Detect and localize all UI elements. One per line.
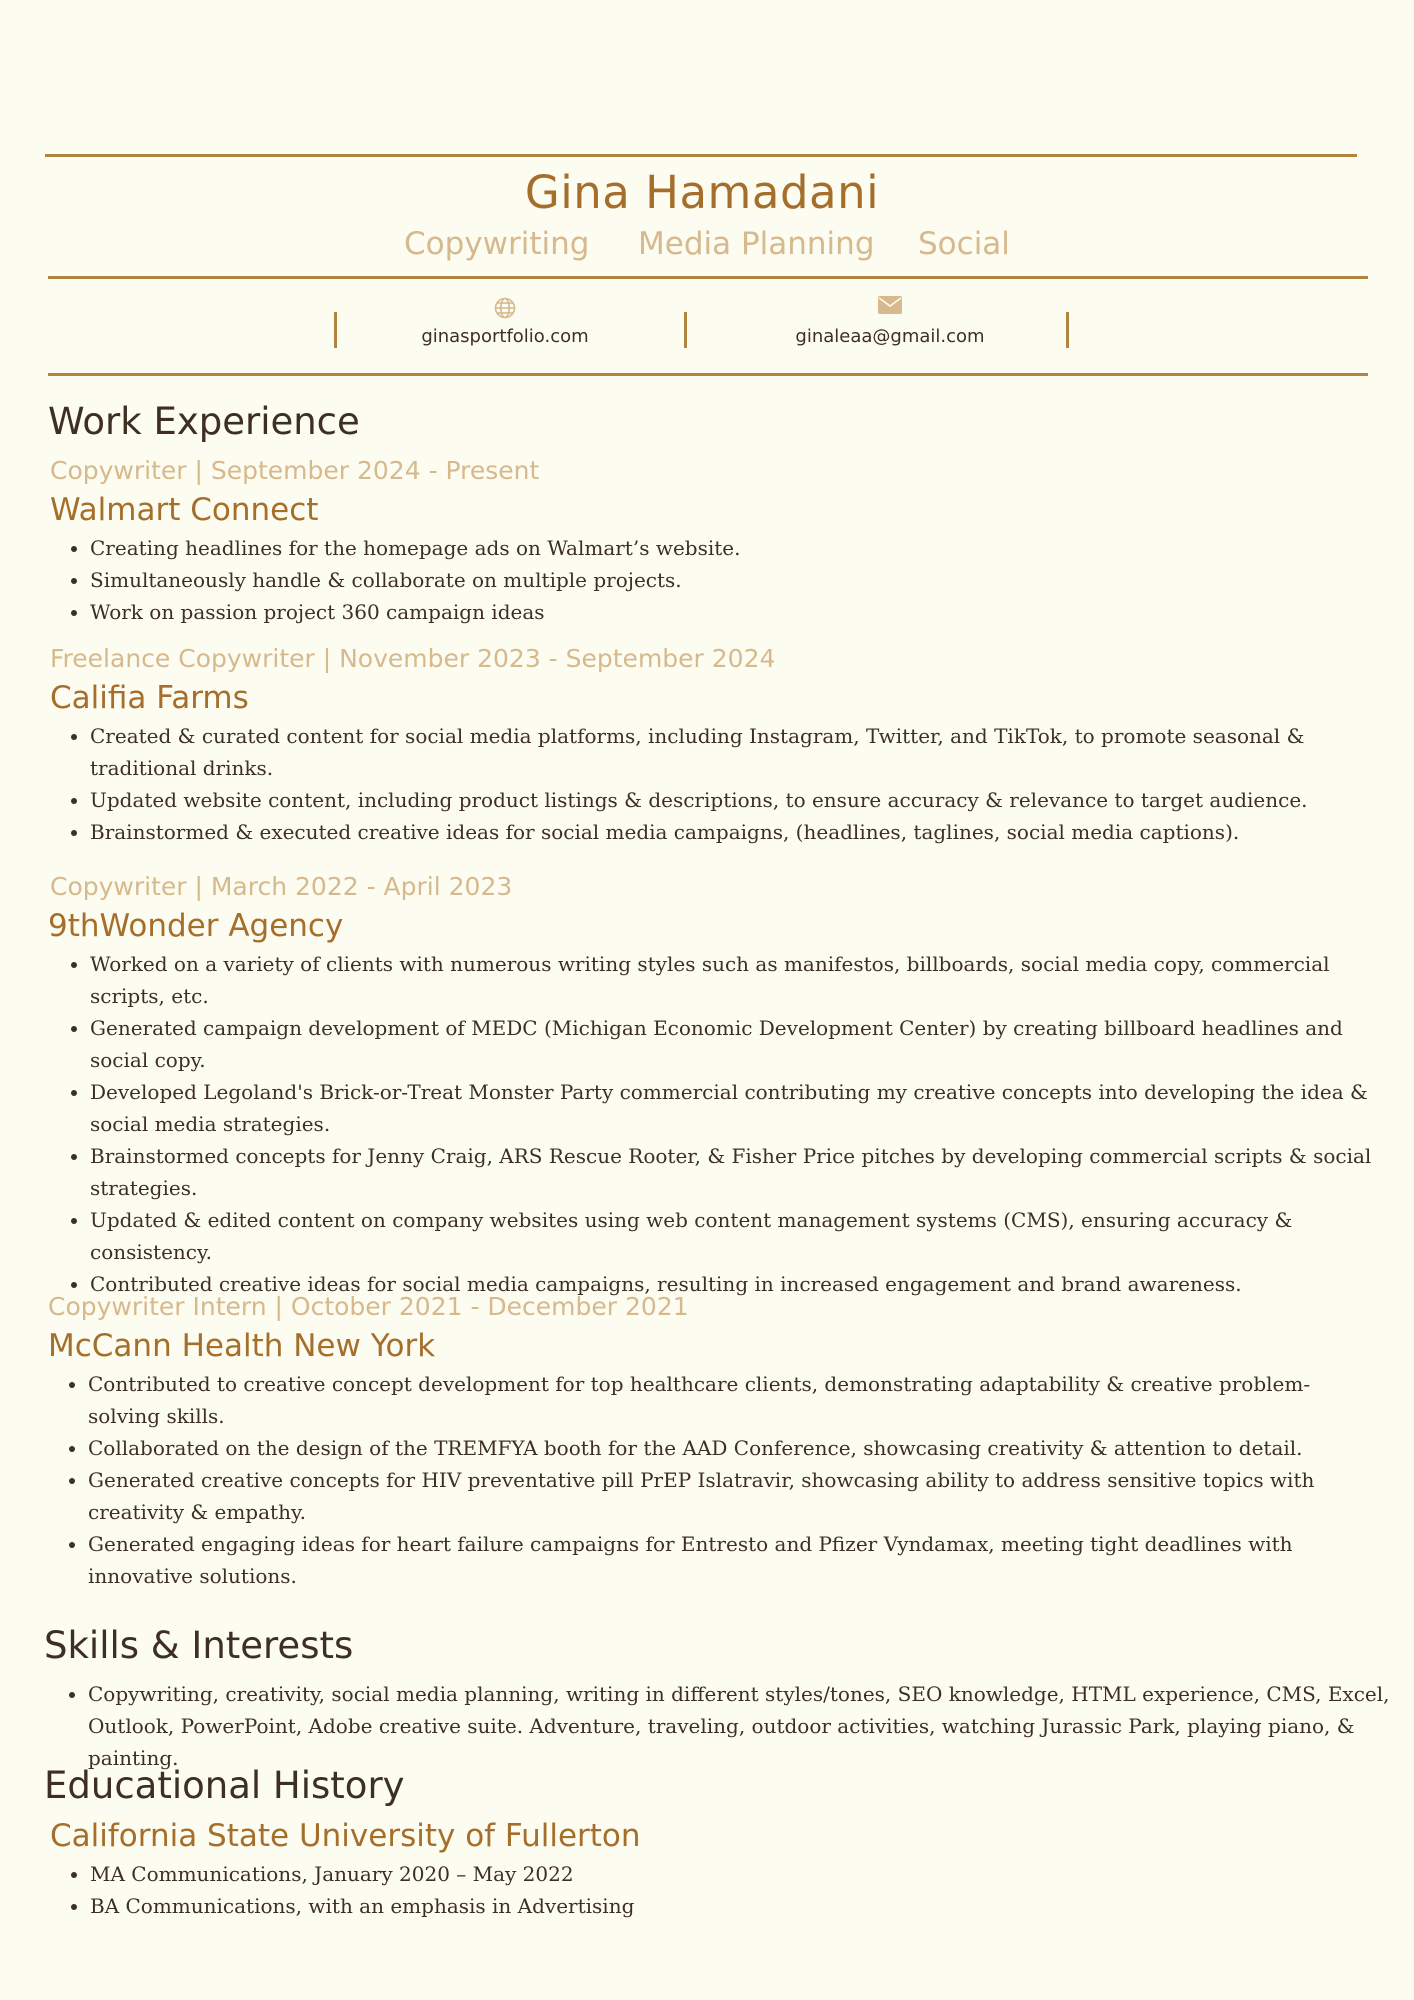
contact-divider [1066,312,1069,348]
envelope-icon [878,296,902,314]
list-item: • Brainstormed & executed creative ideas for social media campaigns, (headlines, taglines, social media captions). [90,816,1380,848]
list-item: • Contributed creative ideas for social media campaigns, resulting in increased engagement and brand awareness. [90,1268,1380,1300]
list-item: • Work on passion project 360 campaign ideas [90,596,1380,628]
list-item: • BA Communications, with an emphasis in Advertising [90,1890,1380,1922]
header-bottom-rule [48,373,1368,376]
job-role: Copywriter Intern | October 2021 - December 2021 [48,1292,689,1321]
work-experience-heading: Work Experience [48,400,360,443]
list-item: • Copywriting, creativity, social media planning, writing in different styles/tones, SEO knowledge, HTML experience, CMS, Excel, Outlook, PowerPoint, Adobe creative suite. Adventure, traveling, outdoor activities, watching Jurassic Park, playing piano, & painting. [88,1678,1408,1774]
list-item: • Developed Legoland's Brick-or-Treat Monster Party commercial contributing my creative concepts into developing the idea & social media strategies. [90,1076,1380,1140]
specialty-tag: Copywriting [404,226,590,262]
list-item: • Created & curated content for social media platforms, including Instagram, Twitter, and TikTok, to promote seasonal & traditional drinks. [90,720,1380,784]
job-role: Copywriter | March 2022 - April 2023 [50,872,513,901]
email-contact[interactable] [760,296,1020,347]
list-item: • Brainstormed concepts for Jenny Craig, ARS Rescue Rooter, & Fisher Price pitches by developing commercial scripts & social strategies. [90,1140,1380,1204]
specialty-tag: Social [918,226,1010,262]
job-company: 9thWonder Agency [48,908,344,944]
header-middle-rule [48,276,1368,279]
job-company: Califia Farms [50,680,249,716]
list-item: • Updated & edited content on company websites using web content management systems (CMS), ensuring accuracy & consistency. [90,1204,1380,1268]
email-link[interactable]: ginaleaa@gmail.com [795,326,985,347]
list-item: • Worked on a variety of clients with numerous writing styles such as manifestos, billboards, social media copy, commercial scripts, etc. [90,948,1380,1012]
job-role: Freelance Copywriter | November 2023 - September 2024 [50,644,776,673]
skills-heading: Skills & Interests [44,1624,354,1667]
school-name: California State University of Fullerton [50,1818,641,1854]
education-heading: Educational History [44,1764,405,1807]
website-link[interactable]: ginasportfolio.com [421,326,589,347]
list-item: • Collaborated on the design of the TREMFYA booth for the AAD Conference, showcasing creativity & attention to detail. [88,1432,1378,1464]
list-item: • Updated website content, including product listings & descriptions, to ensure accuracy & relevance to target audience. [90,784,1380,816]
education-bullets [50,1858,1380,1922]
globe-icon [493,296,517,320]
list-item: • Generated engaging ideas for heart failure campaigns for Entresto and Pfizer Vyndamax, meeting tight deadlines with innovative solutions. [88,1528,1378,1592]
skills-bullets [48,1678,1408,1774]
list-item: • Contributed to creative concept development for top healthcare clients, demonstrating adaptability & creative problem-solving skills. [88,1368,1378,1432]
website-contact[interactable] [380,296,630,347]
contact-divider [334,312,337,348]
job-bullets [48,1368,1378,1592]
job-company: McCann Health New York [48,1328,436,1364]
job-bullets [50,948,1380,1300]
job-role: Copywriter | September 2024 - Present [50,456,540,485]
job-bullets [50,532,1380,628]
job-company: Walmart Connect [50,492,319,528]
specialty-tagline [0,226,1414,266]
list-item: • Generated campaign development of MEDC (Michigan Economic Development Center) by creating billboard headlines and social copy. [90,1012,1380,1076]
list-item: • MA Communications, January 2020 – May 2022 [90,1858,1380,1890]
job-bullets [50,720,1380,848]
contact-divider [684,312,687,348]
specialty-tag: Media Planning [638,226,875,262]
list-item: • Generated creative concepts for HIV preventative pill PrEP Islatravir, showcasing ability to address sensitive topics with creativity & empathy. [88,1464,1378,1528]
candidate-name: Gina Hamadani [524,166,880,219]
list-item: • Simultaneously handle & collaborate on multiple projects. [90,564,1380,596]
list-item: • Creating headlines for the homepage ads on Walmart’s website. [90,532,1380,564]
header-top-rule [45,154,1357,157]
